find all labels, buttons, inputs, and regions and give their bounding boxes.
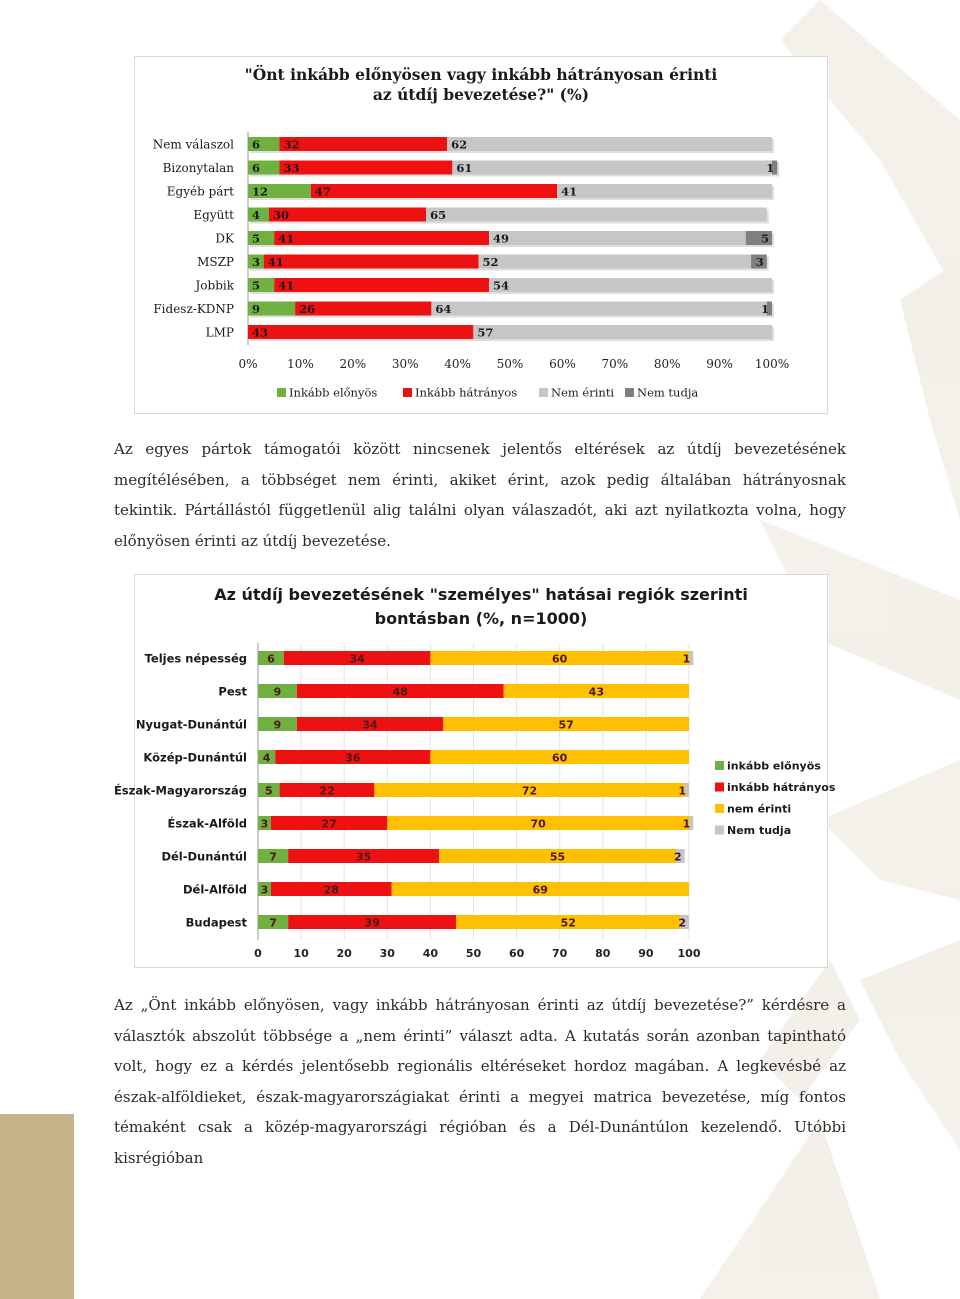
data-label: 60 (552, 652, 568, 666)
bar-segment (311, 184, 557, 198)
data-label: 60 (552, 751, 568, 765)
x-tick-label: 10 (293, 947, 309, 960)
category-label: Együtt (193, 208, 234, 222)
data-label: 34 (349, 652, 365, 666)
data-label: 70 (530, 817, 546, 831)
data-label: 3 (252, 255, 261, 269)
legend-swatch (625, 388, 634, 397)
x-tick-label: 70 (552, 947, 568, 960)
x-tick-label: 20% (339, 357, 367, 371)
data-label: 12 (252, 184, 269, 199)
chart-title-line: "Önt inkább előnyösen vagy inkább hátrányosan érinti az útdíj bevezetése?" (%) (244, 65, 718, 104)
category-label: Egyéb párt (166, 184, 234, 199)
data-label: 48 (392, 685, 408, 699)
bar-segment (269, 208, 426, 222)
data-label: 32 (283, 137, 300, 152)
category-label: Teljes népesség (144, 651, 247, 666)
data-label: 4 (252, 208, 261, 222)
x-tick-label: 90 (638, 947, 654, 960)
bar-segment (489, 231, 746, 245)
data-label: 64 (435, 302, 452, 316)
x-tick-label: 50 (465, 947, 482, 960)
x-tick-label: 0 (254, 947, 262, 960)
legend-label: Nem tudja (637, 385, 699, 400)
data-label: 62 (451, 137, 468, 152)
legend-swatch (403, 388, 412, 397)
data-label: 6 (252, 161, 261, 175)
data-label: 1 (760, 302, 769, 316)
paragraph-2: Az „Önt inkább előnyösen, vagy inkább hátrányosan érinti az útdíj bevezetése?” kérdésre a választók abszolút többsége a „nem érinti” választ adta. A kutatás során azonban tapintható volt, hogy ez a kérdés jelentősebb regionális eltéréseket hordoz magában. A legkevésbé az észak-alföldieket, észak-magyarországiakat érinti a megyei matrica bevezetése, míg fontos témaként csak a közép-magyarországi régióban és a Dél-Dunántúlon kezelendő. Utóbbi kisrégióban (114, 996, 846, 1167)
paragraph-1: Az egyes pártok támogatói között nincsenek jelentős eltérések az útdíj bevezetésének megítélésében, a többséget nem érinti, akiket érint, azok pedig általában hátrányosnak tekintik. Pártállástól függetlenül alig találni olyan válaszadót, aki azt nyilatkozta volna, hogy előnyösen érinti az útdíj bevezetése. (114, 440, 846, 550)
legend-label: Nem tudja (727, 824, 792, 837)
x-tick-label: 30 (379, 947, 395, 960)
category-label: Észak-Magyarország (113, 783, 247, 798)
legend-label: Nem érinti (551, 385, 615, 400)
bar-segment (447, 137, 772, 151)
category-label: Fidesz-KDNP (153, 302, 234, 316)
data-label: 39 (364, 916, 380, 930)
x-tick-label: 80% (653, 357, 681, 371)
legend-label: Inkább előnyös (289, 385, 378, 400)
legend-swatch (715, 761, 724, 770)
party-chart (134, 56, 828, 414)
data-label: 41 (278, 231, 295, 246)
category-label: Dél-Dunántúl (161, 849, 247, 864)
data-label: 35 (355, 850, 372, 864)
category-label: MSZP (197, 255, 234, 269)
data-label: 69 (532, 883, 548, 897)
category-label: LMP (205, 325, 234, 340)
data-label: 6 (252, 137, 261, 152)
x-tick-label: 70% (601, 357, 629, 371)
category-label: Budapest (185, 915, 247, 930)
data-label: 5 (252, 231, 261, 246)
data-label: 1 (682, 817, 691, 831)
bar-segment (295, 302, 431, 316)
data-label: 43 (588, 685, 604, 699)
legend-label: Inkább hátrányos (415, 385, 518, 400)
data-label: 57 (558, 718, 574, 732)
data-label: 1 (766, 161, 775, 175)
data-label: 3 (755, 255, 764, 269)
legend-swatch (277, 388, 286, 397)
data-label: 5 (264, 784, 273, 798)
data-label: 7 (269, 850, 277, 864)
data-label: 41 (278, 278, 295, 293)
bar-segment (274, 231, 489, 245)
legend-swatch (715, 804, 724, 813)
data-label: 2 (674, 850, 682, 864)
legend-label: nem érinti (727, 802, 792, 816)
x-tick-label: 0% (238, 357, 258, 371)
bar-segment (473, 325, 772, 339)
data-label: 30 (272, 208, 289, 222)
data-label: 27 (321, 817, 337, 831)
chart-title-line: Az útdíj bevezetésének "személyes" hatásai regiók szerinti bontásban (%, n=1000) (214, 585, 748, 628)
bar-segment (279, 161, 452, 175)
data-label: 65 (430, 208, 447, 222)
x-tick-label: 80 (595, 947, 611, 960)
data-label: 22 (319, 784, 335, 798)
legend-label: inkább előnyös (727, 759, 821, 773)
bar-segment (489, 278, 772, 292)
data-label: 54 (493, 278, 510, 293)
x-tick-label: 90% (706, 357, 733, 371)
x-tick-label: 40 (422, 947, 439, 960)
bar-segment (426, 208, 767, 222)
category-label: Pest (218, 684, 247, 699)
data-label: 49 (493, 231, 510, 246)
region-chart-svg (113, 575, 836, 967)
data-label: 7 (269, 916, 277, 930)
bar-segment (279, 137, 447, 151)
bar-segment (557, 184, 772, 198)
x-tick-label: 20 (336, 947, 352, 960)
data-label: 1 (678, 784, 686, 798)
category-label: Nem válaszol (152, 137, 234, 152)
bar-segment (479, 255, 751, 269)
x-tick-label: 40% (444, 357, 471, 371)
x-tick-label: 50% (496, 357, 524, 371)
bar-segment (274, 278, 489, 292)
data-label: 47 (314, 184, 331, 199)
data-label: 34 (362, 718, 378, 732)
data-label: 9 (273, 718, 282, 732)
data-label: 28 (323, 883, 339, 897)
data-label: 9 (252, 302, 261, 316)
legend-swatch (715, 826, 724, 835)
data-label: 33 (283, 161, 300, 175)
legend-label: inkább hátrányos (727, 781, 836, 794)
data-label: 52 (482, 255, 499, 269)
data-label: 9 (273, 685, 282, 699)
category-label: Jobbik (195, 278, 234, 293)
category-label: Dél-Alföld (183, 882, 247, 897)
data-label: 6 (267, 652, 275, 666)
data-label: 41 (561, 184, 578, 199)
data-label: 43 (252, 325, 269, 340)
x-tick-label: 60% (549, 357, 576, 371)
category-label: Nyugat-Dunántúl (135, 717, 247, 732)
bar-segment (248, 325, 473, 339)
data-label: 5 (760, 231, 769, 246)
legend-swatch (715, 783, 724, 792)
category-label: DK (215, 231, 234, 246)
x-tick-label: 30% (391, 357, 419, 371)
data-label: 72 (521, 784, 538, 798)
data-label: 3 (260, 817, 269, 831)
x-tick-label: 60 (508, 947, 525, 960)
x-tick-label: 10% (287, 357, 314, 371)
data-label: 57 (477, 325, 494, 340)
data-label: 2 (678, 916, 686, 930)
data-label: 5 (252, 278, 261, 293)
category-label: Bizonytalan (162, 161, 234, 175)
data-label: 26 (299, 302, 316, 316)
bar-segment (452, 161, 775, 175)
data-label: 1 (682, 652, 691, 666)
x-tick-label: 100% (754, 357, 790, 371)
data-label: 3 (260, 883, 269, 897)
legend-swatch (539, 388, 548, 397)
sidebar-color-strip (0, 1114, 74, 1299)
category-label: Észak-Alföld (167, 816, 247, 831)
party-chart-svg (135, 57, 827, 413)
data-label: 61 (456, 161, 473, 175)
data-label: 4 (262, 751, 271, 765)
bar-segment (264, 255, 479, 269)
x-tick-label: 100 (677, 947, 701, 960)
data-label: 41 (267, 255, 284, 269)
region-chart (113, 574, 836, 968)
data-label: 55 (549, 850, 566, 864)
category-label: Közép-Dunántúl (143, 750, 247, 765)
data-label: 52 (560, 916, 576, 930)
data-label: 36 (345, 751, 361, 765)
bar-segment (431, 302, 766, 316)
